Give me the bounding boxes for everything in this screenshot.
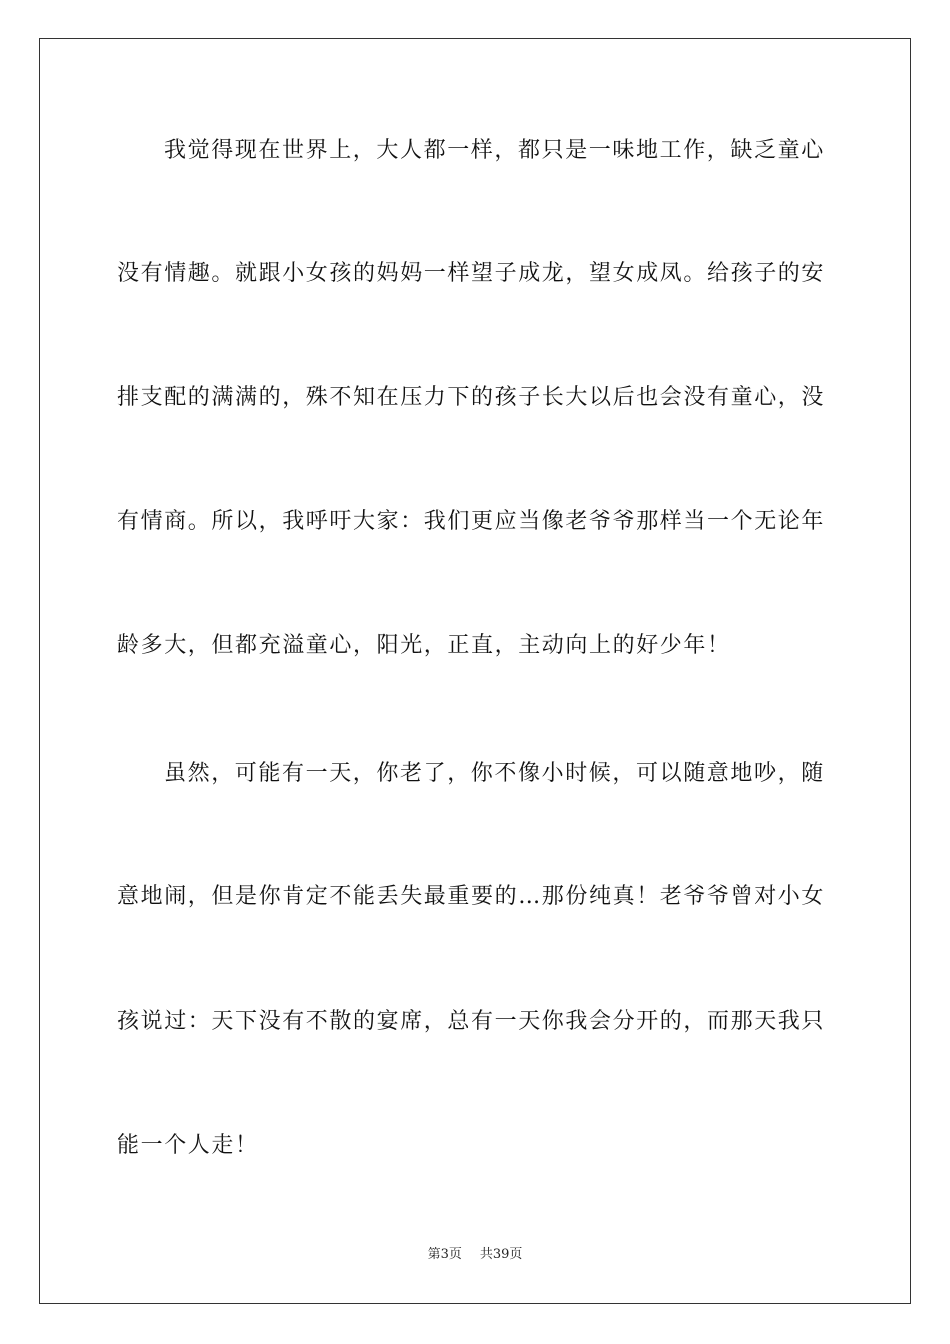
paragraph-2-line-4: 能一个人走！ [117, 1133, 259, 1158]
paragraph-1-line-5: 龄多大，但都充溢童心，阳光，正直，主动向上的好少年！ [117, 633, 731, 658]
paragraph-1-line-3: 排支配的满满的，殊不知在压力下的孩子长大以后也会没有童心，没 [117, 385, 826, 410]
paragraph-1-line-4: 有情商。所以，我呼吁大家：我们更应当像老爷爷那样当一个无论年 [117, 509, 826, 534]
paragraph-1-line-1: 我觉得现在世界上，大人都一样，都只是一味地工作，缺乏童心 [164, 138, 825, 163]
paragraph-2-line-3: 孩说过：天下没有不散的宴席，总有一天你我会分开的，而那天我只 [117, 1009, 826, 1034]
paragraph-2-line-1: 虽然，可能有一天，你老了，你不像小时候，可以随意地吵，随 [164, 761, 825, 786]
paragraph-2-line-2: 意地闹，但是你肯定不能丢失最重要的…那份纯真！老爷爷曾对小女 [117, 884, 826, 909]
page-number: 第3页 [427, 1247, 462, 1262]
page-border [39, 38, 911, 1304]
page-footer [0, 1246, 950, 1264]
paragraph-1-line-2: 没有情趣。就跟小女孩的妈妈一样望子成龙，望女成凤。给孩子的安 [117, 261, 826, 286]
total-pages: 共39页 [479, 1247, 523, 1262]
